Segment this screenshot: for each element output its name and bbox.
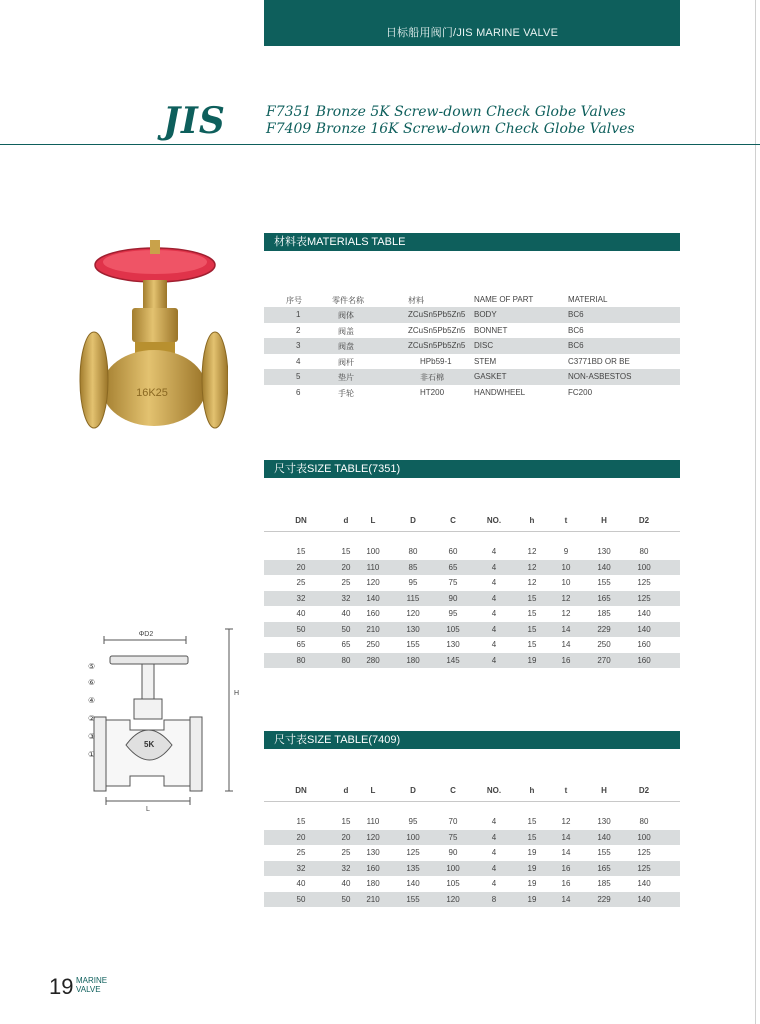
size-row — [264, 861, 680, 877]
size-cell: 20 — [296, 562, 306, 572]
size-cell: 15 — [527, 640, 537, 649]
materials-cell: 5 — [296, 372, 301, 381]
size-cell: 110 — [366, 817, 380, 826]
size-cell: 155 — [406, 640, 420, 649]
size-cell: 160 — [637, 640, 651, 649]
size-row — [264, 575, 680, 591]
size-cell: 4 — [491, 832, 497, 842]
svg-text:16K25: 16K25 — [136, 387, 168, 399]
size-cell: 160 — [366, 609, 380, 618]
size-cell: 125 — [637, 578, 651, 587]
size-cell: 25 — [341, 848, 351, 857]
size-cell: 4 — [491, 863, 497, 873]
size-header-cell: C — [450, 786, 456, 795]
size-header-divider — [264, 531, 680, 532]
size-cell: 14 — [561, 832, 571, 842]
materials-cell: ZCuSn5Pb5Zn5 — [408, 310, 466, 319]
size-cell: 80 — [408, 547, 418, 556]
size-cell: 95 — [448, 609, 458, 618]
size-cell: 20 — [296, 832, 306, 842]
size-header-cell: L — [370, 516, 376, 525]
footer-label — [76, 976, 107, 994]
materials-cell: 1 — [296, 310, 301, 319]
materials-cell: 阀杆 — [338, 357, 354, 367]
size-row — [264, 653, 680, 669]
size-cell: 100 — [406, 832, 420, 842]
size-cell: 15 — [296, 817, 306, 826]
materials-cell: C3771BD OR BE — [568, 356, 630, 366]
size-cell: 4 — [491, 640, 497, 649]
size-header-cell: h — [529, 786, 535, 795]
size-cell: 65 — [341, 640, 351, 649]
size-cell: 85 — [408, 562, 418, 572]
size-cell: 80 — [341, 655, 351, 665]
size-cell: 15 — [341, 817, 351, 826]
valve-photo — [78, 238, 228, 460]
size-cell: 9 — [563, 547, 569, 556]
size-header-divider — [264, 801, 680, 802]
size-row — [264, 622, 680, 638]
size-cell: 165 — [597, 593, 611, 603]
size-cell: 4 — [491, 593, 497, 603]
size-cell: 8 — [491, 894, 497, 904]
size-cell: 14 — [561, 624, 571, 634]
size-cell: 40 — [341, 879, 351, 888]
size-cell: 95 — [408, 578, 418, 587]
size-row — [264, 892, 680, 908]
materials-cell: DISC — [474, 341, 494, 350]
size-cell: 12 — [527, 547, 537, 556]
size-cell: 110 — [366, 562, 380, 572]
size-header-cell: NO. — [486, 516, 502, 525]
size-cell: 105 — [446, 879, 460, 888]
size-cell: 120 — [406, 609, 420, 618]
materials-cell: NON-ASBESTOS — [568, 372, 632, 381]
banner-text: 日标船用阀门/JIS MARINE VALVE — [385, 27, 559, 39]
size-cell: 155 — [406, 894, 420, 904]
size-cell: 32 — [296, 593, 306, 603]
materials-cell: 阀盘 — [338, 342, 354, 351]
materials-row — [264, 307, 680, 323]
materials-row — [264, 385, 680, 401]
size-cell: 130 — [406, 624, 420, 634]
size-header-cell: D — [410, 516, 416, 525]
size-cell: 50 — [296, 894, 306, 904]
size-cell: 90 — [448, 593, 458, 603]
size-cell: 60 — [448, 547, 458, 556]
size-cell: 4 — [491, 655, 497, 665]
size-row — [264, 560, 680, 576]
size-cell: 135 — [406, 863, 420, 873]
size-cell: 12 — [561, 817, 571, 826]
materials-header-cell: 材料 — [408, 296, 424, 305]
size-cell: 15 — [527, 609, 537, 618]
size-cell: 20 — [341, 832, 351, 842]
size-header-cell: NO. — [486, 786, 502, 795]
callout-4: ④ — [88, 696, 96, 705]
size-cell: 4 — [491, 879, 497, 888]
size-cell: 130 — [366, 848, 380, 857]
footer-label-line-2: VALVE — [76, 985, 101, 994]
size-header-cell: d — [343, 786, 349, 795]
size-cell: 250 — [366, 640, 380, 649]
materials-cell: 非石棉 — [420, 373, 444, 382]
size-cell: 140 — [597, 832, 611, 842]
size-header-cell: D — [410, 786, 416, 795]
size-cell: 50 — [341, 624, 351, 634]
top-banner — [264, 0, 680, 46]
size-cell: 250 — [597, 640, 611, 649]
size-cell: 16 — [561, 879, 571, 888]
jis-logo: JIS — [163, 100, 226, 142]
size-cell: 125 — [637, 848, 651, 857]
size-cell: 12 — [527, 562, 537, 572]
size-cell: 229 — [597, 894, 611, 904]
materials-row — [264, 369, 680, 385]
size-cell: 140 — [637, 624, 651, 634]
size-cell: 10 — [561, 562, 571, 572]
size-cell: 15 — [527, 817, 537, 826]
materials-cell: 4 — [296, 356, 301, 366]
5k-mark: 5K — [144, 740, 155, 749]
title-line-1: F7351 Bronze 5K Screw-down Check Globe Valves — [266, 104, 626, 120]
size-cell: 4 — [491, 817, 497, 826]
size-table-7409-heading: 尺寸表SIZE TABLE(7409) — [264, 731, 680, 749]
size-cell: 40 — [296, 879, 306, 888]
size-cell: 15 — [296, 547, 306, 556]
materials-cell: BC6 — [568, 341, 584, 350]
title-line-2: F7409 Bronze 16K Screw-down Check Globe Valves — [266, 121, 635, 137]
size-cell: 140 — [597, 562, 611, 572]
size-cell: 19 — [527, 894, 537, 904]
callout-6: ⑥ — [88, 678, 96, 687]
size-cell: 100 — [637, 562, 651, 572]
size-header-cell: t — [564, 516, 568, 525]
materials-cell: 6 — [296, 387, 301, 397]
size-cell: 185 — [597, 609, 611, 618]
size-cell: 100 — [366, 547, 380, 556]
size-cell: 145 — [446, 655, 460, 665]
size-header-cell: d — [343, 516, 349, 525]
size-cell: 125 — [406, 848, 420, 857]
size-cell: 229 — [597, 624, 611, 634]
size-header-cell: H — [601, 786, 607, 795]
size-cell: 155 — [597, 578, 611, 587]
materials-cell: 垫片 — [338, 373, 354, 382]
size-cell: 4 — [491, 578, 497, 587]
size-cell: 50 — [296, 624, 306, 634]
size-cell: 15 — [341, 547, 351, 556]
size-cell: 32 — [341, 593, 351, 603]
title-rule — [0, 144, 760, 145]
size-table-7351-heading: 尺寸表SIZE TABLE(7351) — [264, 460, 680, 478]
size-cell: 80 — [296, 655, 306, 665]
size-cell: 19 — [527, 879, 537, 888]
materials-row — [264, 338, 680, 354]
size-row — [264, 814, 680, 830]
size-cell: 160 — [366, 863, 380, 873]
size-cell: 10 — [561, 578, 571, 587]
materials-cell: HT200 — [420, 387, 445, 397]
size-cell: 4 — [491, 562, 497, 572]
size-row — [264, 876, 680, 892]
size-cell: 19 — [527, 655, 537, 665]
dim-h-label: H — [234, 690, 240, 697]
size-cell: 155 — [597, 848, 611, 857]
size-cell: 70 — [448, 817, 458, 826]
size-header-row — [264, 783, 680, 799]
size-cell: 210 — [366, 894, 380, 904]
size-cell: 80 — [639, 817, 649, 826]
materials-cell: BODY — [474, 310, 497, 319]
materials-header-cell: 零件名称 — [332, 296, 364, 305]
size-cell: 140 — [637, 894, 651, 904]
size-cell: 4 — [491, 609, 497, 618]
size-cell: 16 — [561, 863, 571, 873]
size-cell: 125 — [637, 863, 651, 873]
size-cell: 65 — [448, 562, 458, 572]
size-cell: 140 — [637, 609, 651, 618]
size-cell: 105 — [446, 624, 460, 634]
size-row — [264, 606, 680, 622]
size-cell: 12 — [561, 609, 571, 618]
size-cell: 40 — [341, 609, 351, 618]
size-cell: 140 — [366, 593, 380, 603]
size-cell: 15 — [527, 832, 537, 842]
size-cell: 20 — [341, 562, 351, 572]
size-row — [264, 830, 680, 846]
size-cell: 95 — [408, 817, 418, 826]
size-cell: 14 — [561, 640, 571, 649]
size-cell: 120 — [366, 832, 380, 842]
size-cell: 32 — [296, 863, 306, 873]
size-cell: 80 — [639, 547, 649, 556]
size-cell: 125 — [637, 593, 651, 603]
size-cell: 140 — [637, 879, 651, 888]
page-number: 19 — [49, 974, 74, 999]
size-header-cell: L — [370, 786, 376, 795]
size-cell: 130 — [597, 547, 611, 556]
dim-l-label: L — [146, 806, 150, 813]
size-cell: 120 — [366, 578, 380, 587]
materials-row — [264, 323, 680, 339]
size-cell: 210 — [366, 624, 380, 634]
materials-cell: 阀盖 — [338, 326, 354, 336]
materials-cell: 2 — [296, 325, 301, 335]
size-cell: 25 — [296, 578, 306, 587]
size-cell: 140 — [406, 879, 420, 888]
size-cell: 12 — [561, 593, 571, 603]
materials-cell: BC6 — [568, 310, 584, 319]
size-row — [264, 637, 680, 653]
materials-cell: ZCuSn5Pb5Zn5 — [408, 341, 466, 350]
size-cell: 19 — [527, 848, 537, 857]
size-cell: 130 — [597, 817, 611, 826]
materials-cell: 3 — [296, 341, 301, 350]
size-header-cell: t — [564, 786, 568, 795]
size-cell: 180 — [406, 655, 420, 665]
materials-row — [264, 354, 680, 370]
materials-heading: 材料表MATERIALS TABLE — [264, 233, 680, 251]
materials-header-cell: 序号 — [286, 296, 302, 305]
size-cell: 32 — [341, 863, 351, 873]
size-cell: 100 — [446, 863, 460, 873]
size-header-cell: D2 — [638, 786, 650, 795]
materials-cell: HPb59-1 — [420, 356, 452, 366]
materials-header-cell: MATERIAL — [568, 295, 608, 304]
dim-d2-label: ΦD2 — [138, 631, 154, 638]
size-cell: 12 — [527, 578, 537, 587]
materials-cell: BC6 — [568, 325, 584, 335]
size-cell: 75 — [448, 578, 458, 587]
size-cell: 25 — [296, 848, 306, 857]
size-cell: 100 — [637, 832, 651, 842]
size-cell: 15 — [527, 624, 537, 634]
size-header-cell: H — [601, 516, 607, 525]
size-cell: 15 — [527, 593, 537, 603]
materials-cell: ZCuSn5Pb5Zn5 — [408, 325, 466, 335]
callout-2: ② — [88, 714, 96, 723]
size-cell: 90 — [448, 848, 458, 857]
size-cell: 4 — [491, 547, 497, 556]
size-cell: 50 — [341, 894, 351, 904]
materials-cell: FC200 — [568, 387, 593, 397]
size-header-cell: h — [529, 516, 535, 525]
size-cell: 160 — [637, 655, 651, 665]
materials-cell: HANDWHEEL — [474, 387, 526, 397]
size-cell: 65 — [296, 640, 306, 649]
size-header-cell: DN — [295, 516, 307, 525]
callout-1: ① — [88, 750, 96, 759]
size-cell: 165 — [597, 863, 611, 873]
size-cell: 75 — [448, 832, 458, 842]
size-row — [264, 591, 680, 607]
size-cell: 19 — [527, 863, 537, 873]
materials-header-cell: NAME OF PART — [474, 295, 534, 304]
size-cell: 25 — [341, 578, 351, 587]
size-cell: 4 — [491, 848, 497, 857]
callout-5: ⑤ — [88, 662, 96, 671]
size-cell: 115 — [406, 593, 420, 603]
size-cell: 16 — [561, 655, 571, 665]
page-edge-line — [755, 0, 756, 1024]
footer-label-line-1: MARINE — [76, 976, 108, 985]
size-cell: 120 — [446, 894, 460, 904]
size-cell: 4 — [491, 624, 497, 634]
size-cell: 180 — [366, 879, 380, 888]
materials-cell: 阀体 — [338, 311, 354, 320]
size-row — [264, 544, 680, 560]
size-header-row — [264, 513, 680, 529]
materials-header-row — [264, 292, 680, 308]
materials-cell: GASKET — [474, 372, 507, 381]
size-header-cell: D2 — [638, 516, 650, 525]
size-cell: 280 — [366, 655, 380, 665]
size-header-cell: DN — [295, 786, 307, 795]
materials-cell: BONNET — [474, 325, 508, 335]
size-cell: 270 — [597, 655, 611, 665]
size-cell: 14 — [561, 848, 571, 857]
size-cell: 185 — [597, 879, 611, 888]
size-cell: 130 — [446, 640, 460, 649]
size-cell: 40 — [296, 609, 306, 618]
materials-cell: STEM — [474, 356, 497, 366]
materials-cell: 手轮 — [338, 388, 354, 398]
callout-3: ③ — [88, 732, 96, 741]
size-header-cell: C — [450, 516, 456, 525]
size-row — [264, 845, 680, 861]
size-cell: 14 — [561, 894, 571, 904]
valve-section-drawing — [86, 625, 242, 815]
